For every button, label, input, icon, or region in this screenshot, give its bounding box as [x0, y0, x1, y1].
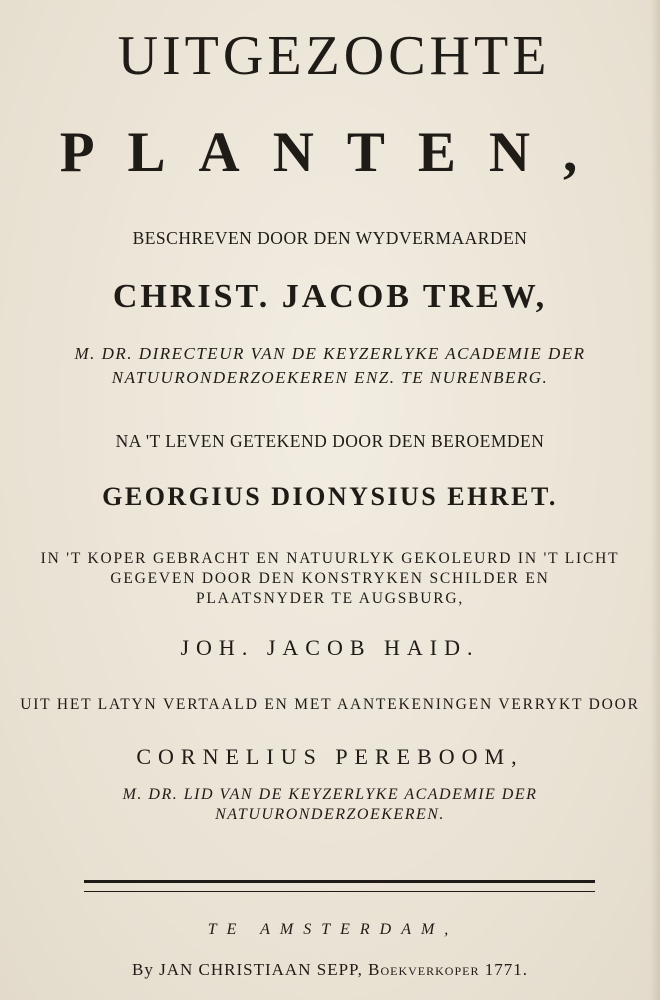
- imprint-by: By: [132, 960, 154, 979]
- author-name: CHRIST. JACOB TREW,: [112, 278, 548, 315]
- translator-credentials-line-1: M. DR. LID VAN DE KEYZERLYKE ACADEMIE DER: [122, 786, 538, 803]
- illustrator-name: GEORGIUS DIONYSIUS EHRET.: [102, 482, 558, 511]
- engraver-intro-line-1: IN 'T KOPER GEBRACHT EN NATUURLYK GEKOLEURD IN 'T LICHT: [40, 550, 620, 567]
- translator-name: CORNELIUS PEREBOOM,: [136, 744, 524, 769]
- title-line-1: UITGEZOCHTE: [117, 25, 551, 87]
- author-credentials-line-1: M. DR. DIRECTEUR VAN DE KEYZERLYKE ACADEMIE DER: [74, 344, 586, 363]
- title-line-2: PLANTEN,: [59, 121, 611, 184]
- imprint-publisher: JAN CHRISTIAAN SEPP,: [159, 960, 363, 979]
- engraver-name: JOH. JACOB HAID.: [180, 635, 480, 660]
- illustrator-intro: NA 'T LEVEN GETEKEND DOOR DEN BEROEMDEN: [115, 431, 545, 451]
- author-credentials-line-2: NATUURONDERZOEKEREN ENZ. TE NURENBERG.: [111, 368, 549, 387]
- double-rule-thick: [84, 880, 595, 883]
- engraver-intro-line-2: GEGEVEN DOOR DEN KONSTRYKEN SCHILDER EN: [110, 570, 550, 587]
- translator-intro: UIT HET LATYN VERTAALD EN MET AANTEKENINGEN VERRYKT DOOR: [20, 696, 640, 713]
- translator-credentials-line-2: NATUURONDERZOEKEREN.: [215, 806, 445, 823]
- imprint-year: 1771.: [484, 960, 528, 979]
- author-intro: BESCHREVEN DOOR DEN WYDVERMAARDEN: [132, 228, 528, 248]
- imprint-role: Boekverkoper: [368, 960, 480, 979]
- engraver-intro-line-3: PLAATSNYDER TE AUGSBURG,: [195, 590, 465, 607]
- imprint-publisher-line: [0, 960, 660, 980]
- double-rule-thin: [84, 891, 595, 892]
- imprint-place: TE AMSTERDAM,: [207, 921, 459, 938]
